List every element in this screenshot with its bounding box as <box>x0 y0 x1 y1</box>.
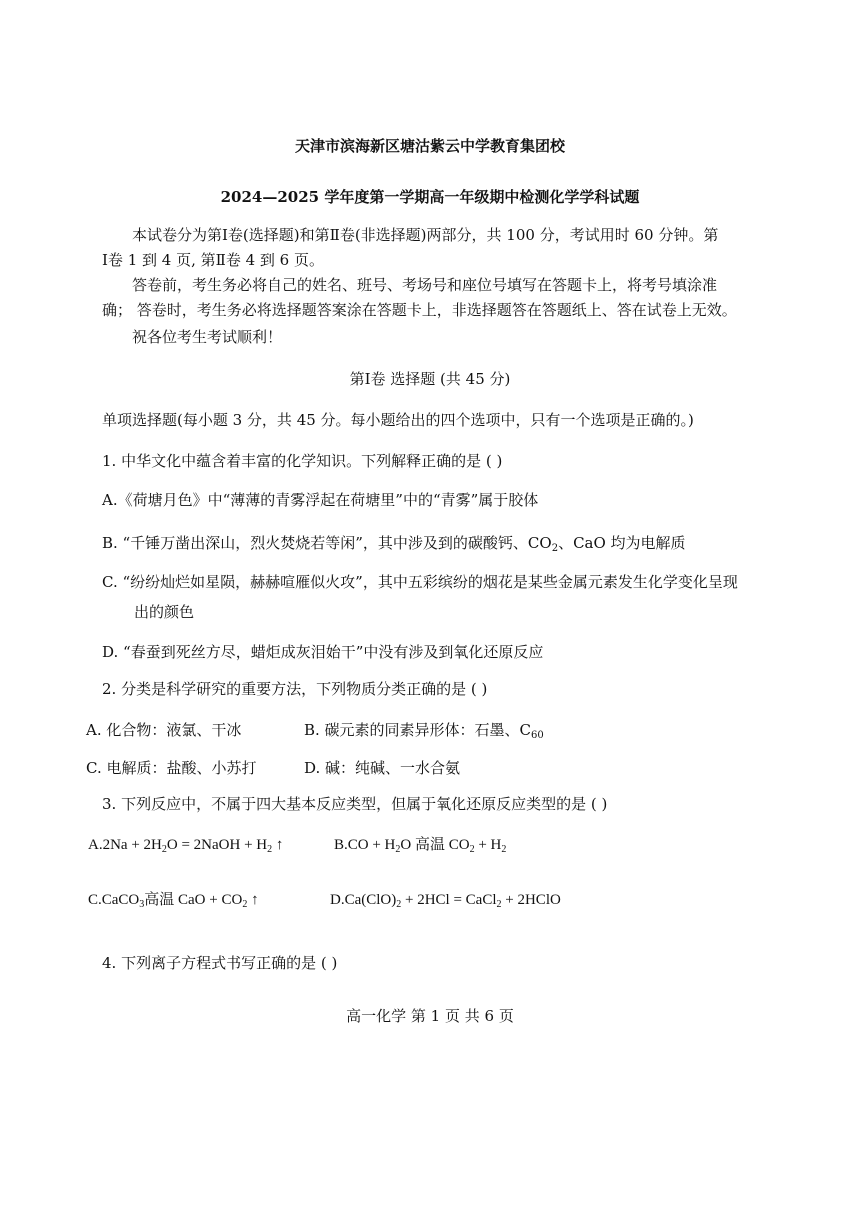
q1-option-b-tail: 、CaO 均为电解质 <box>558 534 686 552</box>
section-title: 第Ⅰ卷 选择题 (共 45 分) <box>349 370 511 388</box>
q1-option-b <box>102 532 686 554</box>
q1-option-c-line2: 出的颜色 <box>134 603 195 621</box>
q3-b-part3: + H <box>474 837 502 853</box>
exam-title: 2024—2025 学年度第一学期高一年级期中检测化学学科试题 <box>220 188 640 206</box>
q3-stem: 3. 下列反应中，不属于四大基本反应类型，但属于氧化还原反应类型的是 ( ) <box>102 795 608 813</box>
q4-stem: 4. 下列离子方程式书写正确的是 ( ) <box>102 954 338 972</box>
q3-c-sub2: 2 <box>242 899 248 910</box>
q2-option-d: D. 碱：纯碱、一水合氨 <box>304 759 461 777</box>
q2-option-b-text: B. 碳元素的同素异形体：石墨、C <box>304 721 532 739</box>
q1-option-b-text: B. “千锤万凿出深山，烈火焚烧若等闲”，其中涉及到的碳酸钙、CO <box>102 534 552 552</box>
q3-option-d <box>330 889 561 911</box>
q3-option-c <box>88 889 259 911</box>
instructions-p1-line1: 本试卷分为第Ⅰ卷(选择题)和第Ⅱ卷(非选择题)两部分，共 100 分，考试用时 60 分钟。第 <box>132 226 719 244</box>
page-footer: 高一化学 第 1 页 共 6 页 <box>346 1007 514 1025</box>
q2-option-c: C. 电解质：盐酸、小苏打 <box>86 759 257 777</box>
q3-b-sub1: 2 <box>395 844 401 855</box>
q3-option-a <box>88 834 283 856</box>
section-intro: 单项选择题(每小题 3 分，共 45 分。每小题给出的四个选项中，只有一个选项是正确的。) <box>102 411 694 429</box>
q3-d-sub1: 2 <box>396 899 402 910</box>
q1-option-b-subscript: 2 <box>551 543 559 554</box>
q1-option-a: A.《荷塘月色》中“薄薄的青雾浮起在荷塘里”中的“青雾”属于胶体 <box>102 491 539 509</box>
q3-d-part2: + 2HCl = CaCl <box>401 892 497 908</box>
q3-b-part2: O 高温 CO <box>400 837 470 853</box>
instructions-p1-line2: Ⅰ卷 1 到 4 页, 第Ⅱ卷 4 到 6 页。 <box>102 251 324 269</box>
q3-a-part3: ↑ <box>272 837 284 853</box>
q1-option-d: D. “春蚕到死丝方尽，蜡炬成灰泪始干”中没有涉及到氧化还原反应 <box>102 643 544 661</box>
q3-d-sub2: 2 <box>496 899 502 910</box>
q3-d-part3: + 2HClO <box>501 892 561 908</box>
instructions-p3: 祝各位考生考试顺利！ <box>132 328 283 346</box>
q2-stem: 2. 分类是科学研究的重要方法，下列物质分类正确的是 ( ) <box>102 680 488 698</box>
q3-a-part2: O = 2NaOH + H <box>166 837 268 853</box>
q3-a-sub1: 2 <box>161 844 167 855</box>
instructions-p2-line2: 确； 答卷时，考生务必将选择题答案涂在答题卡上，非选择题答在答题纸上、答在试卷上无效。 <box>102 301 737 319</box>
instructions-p2-line1: 答卷前，考生务必将自己的姓名、班号、考场号和座位号填写在答题卡上，将考号填涂准 <box>132 276 718 294</box>
q2-option-b-subscript: 60 <box>531 730 544 741</box>
q1-option-c-line1: C. “纷纷灿烂如星陨，赫赫喧雁似火攻”，其中五彩缤纷的烟花是某些金属元素发生化学变化呈现 <box>102 573 738 591</box>
q3-b-part1: B.CO + H <box>334 837 396 853</box>
q3-a-part1: A.2Na + 2H <box>88 837 162 853</box>
q2-option-b <box>304 719 544 741</box>
q3-c-part1: C.CaCO <box>88 892 140 908</box>
q3-a-sub2: 2 <box>267 844 273 855</box>
school-name: 天津市滨海新区塘沽紫云中学教育集团校 <box>294 137 565 155</box>
q3-c-part2: 高温 CaO + CO <box>144 892 243 908</box>
q3-b-sub3: 2 <box>501 844 507 855</box>
q2-option-a: A. 化合物：液氯、干冰 <box>86 721 242 739</box>
q3-d-part1: D.Ca(ClO) <box>330 892 397 908</box>
q3-option-b <box>334 834 506 856</box>
q1-stem: 1. 中华文化中蕴含着丰富的化学知识。下列解释正确的是 ( ) <box>102 452 503 470</box>
q3-b-sub2: 2 <box>469 844 475 855</box>
q3-c-sub1: 3 <box>139 899 145 910</box>
q3-c-part3: ↑ <box>247 892 259 908</box>
